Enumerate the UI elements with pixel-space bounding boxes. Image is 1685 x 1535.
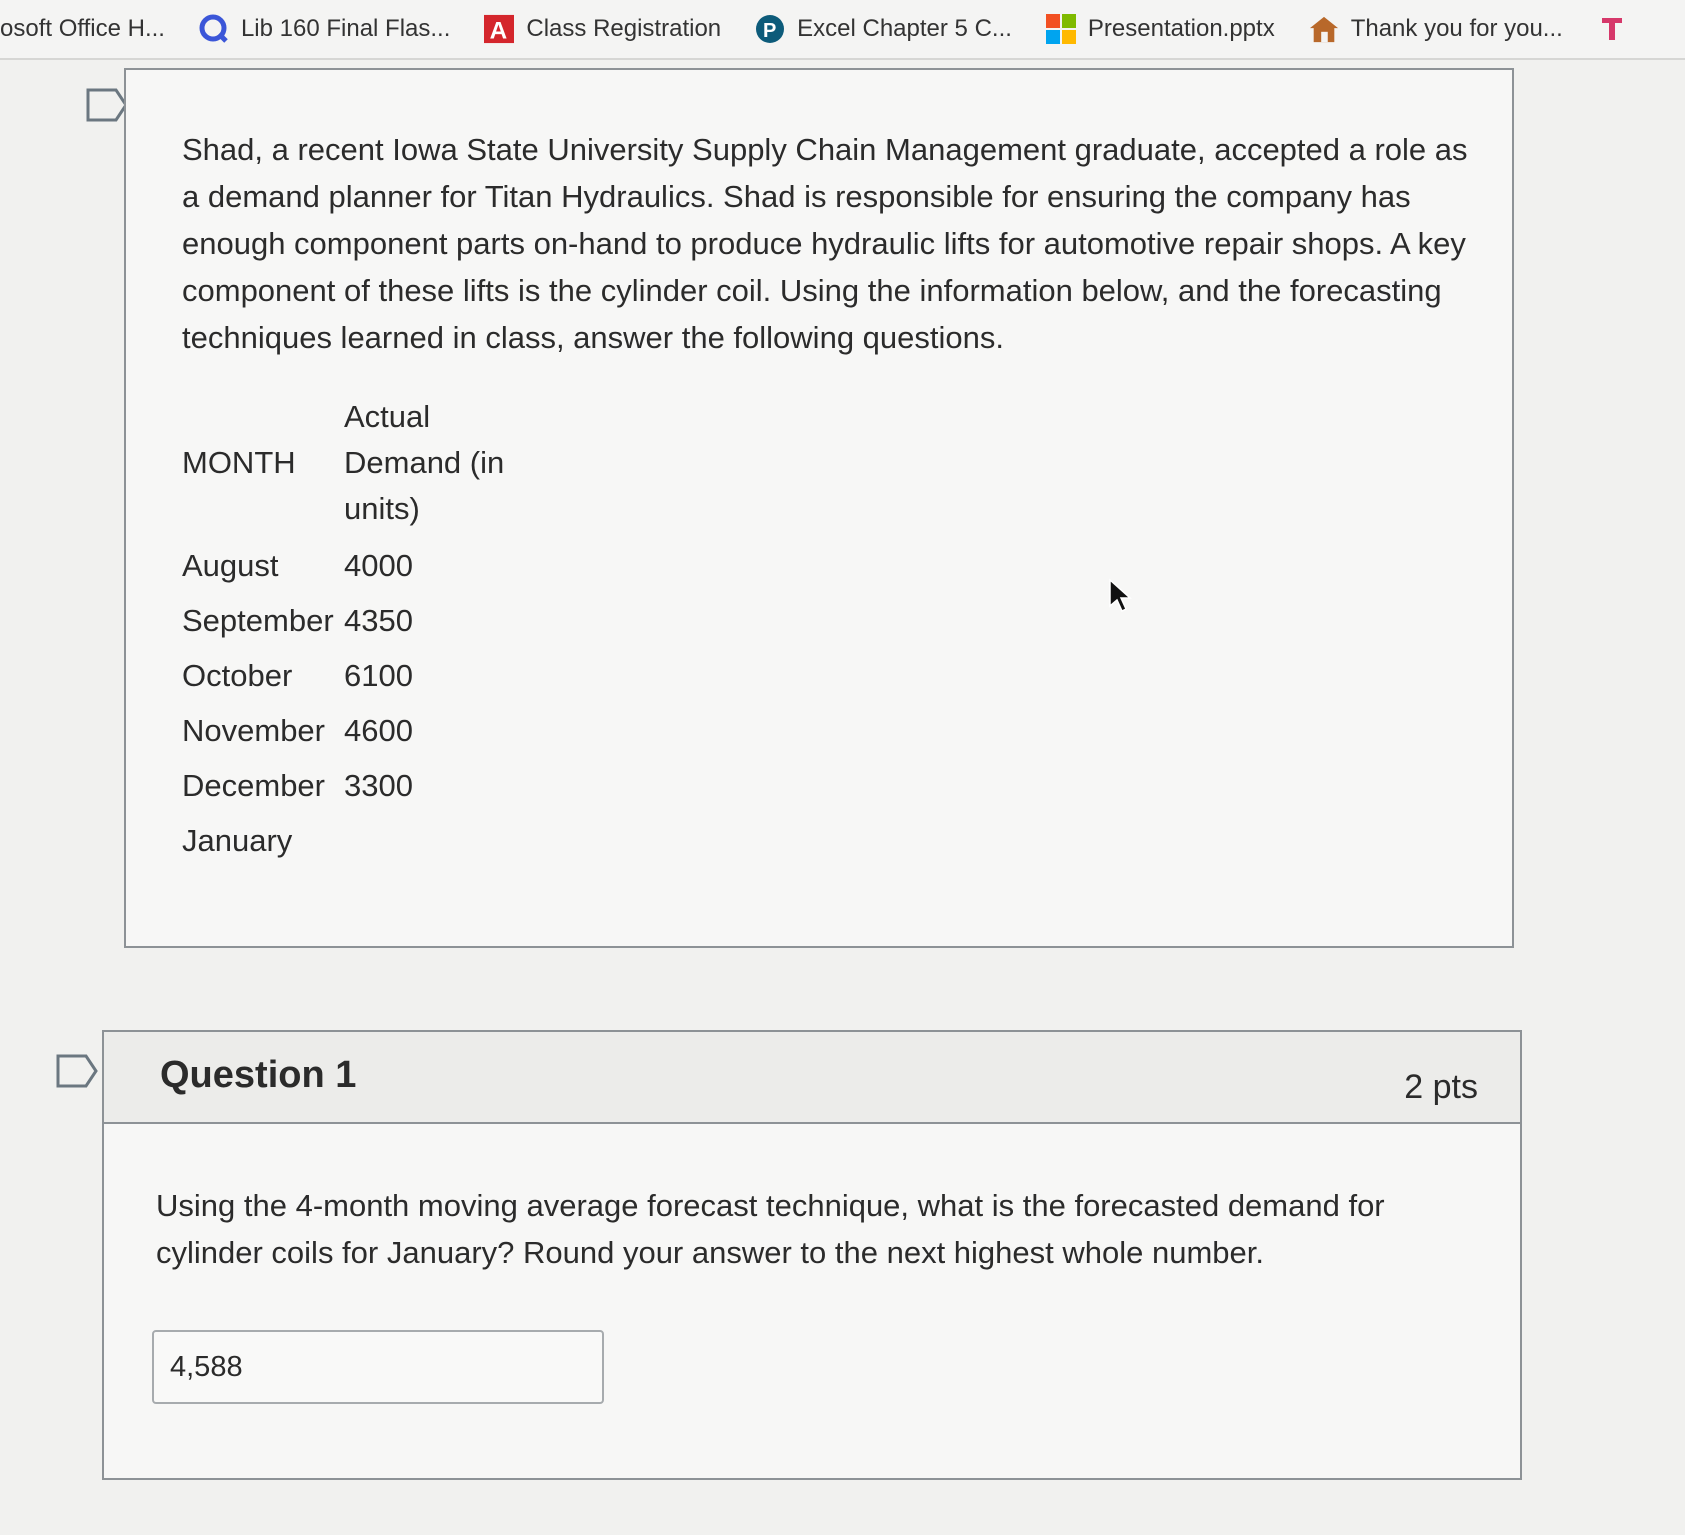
- bookmark-label: osoft Office H...: [0, 15, 165, 42]
- flag-question-icon[interactable]: [86, 88, 128, 127]
- month-cell: November: [182, 712, 325, 748]
- table-row: [182, 758, 504, 813]
- home-icon: [1309, 14, 1339, 44]
- bookmark-label: Class Registration: [526, 15, 722, 42]
- month-cell: August: [182, 547, 279, 583]
- question-header: [104, 1032, 1520, 1124]
- flag-question-icon[interactable]: [56, 1054, 98, 1093]
- question-title: Question 1: [160, 1054, 357, 1096]
- month-cell: September: [182, 602, 334, 638]
- bookmark-label: Presentation.pptx: [1087, 15, 1275, 42]
- header-demand-line2: Demand (in: [344, 445, 505, 480]
- bookmark-presentation[interactable]: [1046, 14, 1275, 44]
- table-row: [182, 703, 504, 758]
- table-row: [182, 593, 504, 648]
- bookmark-label: Excel Chapter 5 C...: [797, 15, 1012, 42]
- bookmark-label: Lib 160 Final Flas...: [240, 15, 451, 42]
- intro-card: [124, 68, 1514, 948]
- answer-input[interactable]: [152, 1330, 604, 1404]
- bookmarks-bar: [0, 0, 1685, 60]
- month-cell: January: [182, 822, 293, 858]
- bookmark-class-registration[interactable]: [484, 14, 721, 44]
- table-row: [182, 813, 504, 868]
- quizlet-icon: [199, 14, 229, 44]
- pearson-icon: [755, 14, 785, 44]
- question-card: [102, 1030, 1522, 1480]
- demand-cell: 4350: [344, 602, 413, 638]
- header-demand-line1: Actual: [344, 399, 431, 434]
- bookmark-lib160[interactable]: [199, 14, 450, 44]
- demand-cell: [344, 813, 504, 868]
- tumblr-style-icon: [1597, 14, 1627, 44]
- demand-cell: 6100: [344, 657, 413, 693]
- adobe-acrobat-icon: [484, 14, 514, 44]
- bookmark-excel-chapter[interactable]: [755, 14, 1012, 44]
- month-cell: December: [182, 767, 325, 803]
- header-demand-line3: units): [344, 491, 420, 526]
- table-row: [182, 648, 504, 703]
- table-row: [182, 538, 504, 593]
- intro-text: Shad, a recent Iowa State University Supply Chain Management graduate, accepted a role as a demand planner for Titan Hydraulics. Shad is responsible for ensuring the company has enough component parts on-hand to produce hydraulic lifts for automotive repair shops. A key component of these lifts is the cylinder coil. Using the information below, and the forecasting techniques learned in class, answer the following questions.: [182, 132, 1468, 355]
- question-points: 2 pts: [1404, 1068, 1478, 1106]
- mouse-cursor-icon: [1108, 578, 1132, 619]
- bookmark-thank-you[interactable]: [1309, 14, 1563, 44]
- demand-cell: 4600: [344, 712, 413, 748]
- month-cell: October: [182, 657, 293, 693]
- header-demand: [344, 388, 504, 538]
- bookmark-overflow[interactable]: [1597, 14, 1627, 44]
- bookmark-office[interactable]: [0, 15, 165, 43]
- demand-cell: 4000: [344, 547, 413, 583]
- svg-text:A: A: [490, 17, 508, 44]
- svg-text:P: P: [763, 20, 777, 42]
- header-month: MONTH: [182, 445, 296, 480]
- demand-table: [182, 388, 504, 868]
- microsoft-icon: [1046, 14, 1076, 44]
- bookmark-label: Thank you for you...: [1350, 15, 1563, 42]
- question-text: Using the 4-month moving average forecast technique, what is the forecasted demand for cylinder coils for January? Round your answer to the next highest whole number.: [156, 1188, 1385, 1270]
- demand-cell: 3300: [344, 767, 413, 803]
